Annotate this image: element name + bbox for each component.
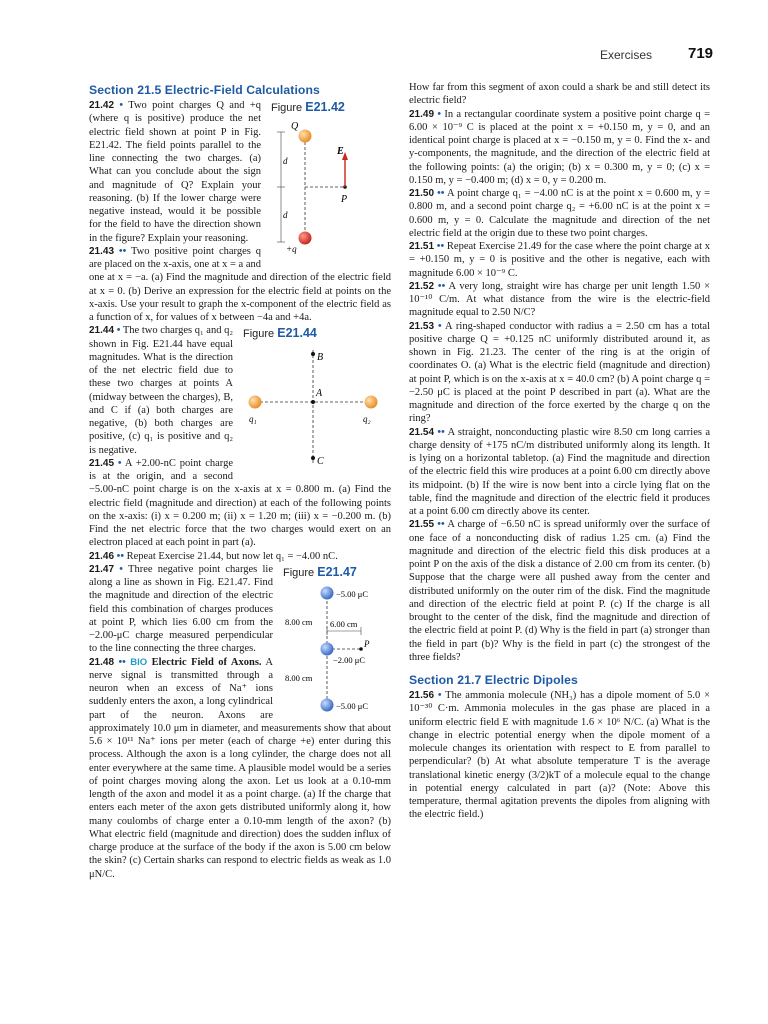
exercise-21-48: 21.48 •• BIO Electric Field of Axons. A nerve signal is transmitted through a neuron when an excess of Na⁺ ions suddenly enters the axon, a long cylindrical part of the neuron. Axons are approximately 10.0 μm in diameter, and measurements show that about 5.6 × 10¹¹ Na⁺ ions per meter (each of charge +e) enter during this process. Although the axon is a long cylinder, the charge does not all enter everywhere at the same time. A plausible model would be a series of point charges moving along the axon. Let us look at a 0.10-mm length of the axon and model it as a point charge. (a) If the charge that enters each meter of the axon gets distributed uniformly along it, how many coulombs of charge enter a 0.10-mm length of the axon? (b) What electric field (magnitude and direction) does the sudden influx of charge produce at the surface of the body if the axon is 5.00 cm below the skin? (c) Certain sharks can respond to electric fields as weak as 1.0 μN/C.	[89, 656, 391, 880]
charge-q2-ball	[365, 396, 378, 409]
section-heading-21-7: Section 21.7 Electric Dipoles	[409, 673, 578, 687]
exercise-21-46: 21.46 •• Repeat Exercise 21.44, but now let q₁ = −4.00 nC.	[89, 550, 338, 562]
charge-bottom-ball	[321, 698, 334, 711]
label-charge-bottom: −5.00 μC	[336, 700, 369, 711]
charge-q-ball	[299, 130, 312, 143]
exercise-21-52: 21.52 •• A very long, straight wire has charge per unit length 1.50 × 10⁻¹⁰ C/m. At what distance from the wire is the electric-field magnitude equal to 2.50 N/C?	[409, 280, 711, 319]
figure-e21-47	[283, 565, 391, 717]
section-spacer	[409, 664, 710, 673]
label-c: C	[317, 456, 324, 468]
left-column	[89, 83, 391, 881]
exercise-21-44: 21.44 • The two charges q₁ and q₂ shown in Fig. E21.44 have equal magnitudes. What is the direction of the net electric field due to these two charges at points A (midway between the charges), B, and C if (a) both charges are negative, (b) both charges are positive, (c) q₁ is positive and q₂ is negative.	[89, 325, 234, 456]
point-c-dot	[311, 456, 315, 460]
label-d-upper: d	[283, 156, 288, 166]
exercise-21-55: 21.55 •• A charge of −6.50 nC is spread uniformly over the surface of one face of a nonconducting disk of radius 1.25 cm. (a) Find the magnitude and direction of the electric field this disk produces at a point P on the axis of the disk a distance of 2.00 cm from its center. (b) Suppose that the charge were all pushed away from the center and distributed uniformly on the outer rim of the disk. Find the magnitude and direction of the electric field at point P. (c) If the charge is all brought to the center of the disk, find the magnitude and direction of the electric field at point P. (d) Why is the field in part (a) stronger than the field in part (b)? Why is the field in part (c) the strongest of the three fields?	[409, 519, 711, 663]
label-d-lower: d	[283, 210, 288, 220]
label-charge-top: −5.00 μC	[336, 588, 369, 599]
label-p: P	[341, 194, 348, 205]
figure-e21-42	[271, 100, 391, 264]
label-q: Q	[291, 121, 299, 132]
figure-e21-47-diagram	[283, 579, 391, 715]
label-e: E	[337, 146, 344, 157]
page-number: 719	[688, 45, 714, 62]
exercise-21-42: 21.42 • Two point charges Q and +q (where q is positive) produce the net electric field shown at point P in Fig. E21.42. The field points parallel to the line connecting the two charges. (a) What can you conclude about the sign and magnitude of Q? Explain your reasoning. (b) If the lower charge were negative instead, would it be possible for the field to have the direction shown in the figure? Explain your reasoning.	[89, 100, 262, 244]
exercise-21-51: 21.51 •• Repeat Exercise 21.49 for the case where the point charge at x = +0.150 m, y = 0 is positive and the other is negative, each with magnitude 6.00 × 10⁻⁹ C.	[409, 241, 711, 279]
exercise-21-49: 21.49 • In a rectangular coordinate system a positive point charge q = 6.00 × 10⁻⁹ C is placed at the point x = +0.150 m, y = 0, and an identical point charge is placed at x = −0.150 m, y = 0. Find the x- and y-components, the magnitude, and the direction of the electric field at the following points: (a) the origin; (b) x = 0.300 m, y = 0; (c) x = 0.150 m, y = −0.400 m; (d) x = 0, y = 0.200 m.	[409, 108, 711, 186]
exercise-21-47: 21.47 • Three negative point charges lie along a line as shown in Fig. E21.47. Find the magnitude and direction of the electric field this combination of charges produces at point P, which lies 6.00 cm from the −2.00-μC charge measured perpendicular to the line connecting the three charges.	[89, 563, 274, 655]
figure-e21-42-diagram	[271, 114, 391, 262]
label-charge-middle: −2.00 μC	[333, 654, 366, 665]
bio-badge: BIO	[130, 656, 148, 668]
exercise-21-56: 21.56 • The ammonia molecule (NH₃) has a dipole moment of 5.0 × 10⁻³⁰ C·m. Ammonia molecules in the gas phase are placed in a uniform electric field E with magnitude 1.6 × 10⁶ N/C. (a) What is the change in electric potential energy when the dipole moment of a molecule changes its orientation with respect to E from parallel to perpendicular? (b) At what absolute temperature T is the average translational kinetic energy (3/2)kT of a molecule equal to the change in potential energy calculated in part (a)? (Note: Above this temperature, thermal agitation prevents the dipoles from aligning with the electric field.)	[409, 690, 711, 821]
charge-plus-q-ball	[299, 232, 312, 245]
exercise-21-53: 21.53 • A ring-shaped conductor with radius a = 2.50 cm has a total positive charge Q = +0.125 nC uniformly distributed around it, as shown in Fig. 21.23. The center of the ring is at the origin of coordinates O. (a) What is the electric field (magnitude and direction) at point P, which is on the x-axis at x = 40.0 cm? (b) A point charge q = −2.50 μC is placed at the point P described in part (a). What are the magnitude and direction of the force exerted by the charge q on the ring?	[409, 320, 711, 425]
label-distance-lower: 8.00 cm	[285, 672, 313, 683]
exercise-21-54: 21.54 •• A straight, nonconducting plastic wire 8.50 cm long carries a charge density of +175 nC/m distributed uniformly along its length. It is lying on a horizontal tabletop. (a) Find the magnitude and direction of the electric field this wire produces at a point 6.00 cm directly above its midpoint. (b) If the wire is now bent into a circle lying flat on the table, find the magnitude and direction of the electric field it produces at a point 6.00 cm directly above its center.	[409, 426, 711, 517]
point-a-dot	[311, 400, 315, 404]
figure-caption: Figure E21.42	[271, 100, 345, 114]
label-distance-horizontal: 6.00 cm	[330, 618, 358, 629]
figure-caption: Figure E21.47	[283, 564, 357, 579]
label-q2: q₂	[363, 414, 371, 425]
exercise-21-43: 21.43 •• Two positive point charges q are placed on the x-axis, one at x = a and one at x = −a. (a) Find the magnitude and direction of the electric field at x = 0. (b) Derive an expression for the electric field at points on the x-axis. Use your result to graph the x-component of the electric field as a function of x, for values of x between −4a and +4a.	[89, 245, 391, 323]
label-distance-upper: 8.00 cm	[285, 616, 313, 627]
charge-middle-ball	[321, 642, 334, 655]
figure-e21-44-diagram	[243, 340, 391, 474]
charge-top-ball	[321, 586, 334, 599]
label-b: B	[317, 352, 324, 364]
exercise-21-45: 21.45 • A +2.00-nC point charge is at the origin, and a second −5.00-nC point charge is on the x-axis at x = 0.800 m. (a) Find the electric field (magnitude and direction) at each of the following points on the x-axis: (i) x = 0.200 m; (ii) x = 1.20 m; (iii) x = −0.200 m. (b) Find the net electric force that the two charges would exert on an electron placed at each point in part (a).	[89, 457, 391, 549]
running-header-section: Exercises	[600, 48, 653, 62]
right-column	[409, 81, 710, 822]
exercise-21-48-continued: How far from this segment of axon could a shark be and still detect its electric field?	[409, 82, 710, 107]
point-b-dot	[311, 352, 315, 356]
label-q1: q₁	[249, 414, 257, 425]
label-plus-q: +q	[286, 244, 297, 254]
figure-e21-44	[243, 326, 391, 476]
exercise-21-50: 21.50 •• A point charge q₁ = −4.00 nC is at the point x = 0.600 m, y = 0.800 m, and a second point charge q₂ = +6.00 nC is at the point x = 0.600 m, y = 0. Calculate the magnitude and direction of the net electric field at the origin due to these two point charges.	[409, 188, 710, 239]
point-p-dot	[359, 647, 363, 651]
figure-caption: Figure E21.44	[243, 326, 317, 341]
charge-q1-ball	[249, 396, 262, 409]
label-a: A	[316, 388, 323, 400]
label-p: P	[364, 638, 370, 649]
section-heading-21-5: Section 21.5 Electric-Field Calculations	[89, 83, 320, 97]
